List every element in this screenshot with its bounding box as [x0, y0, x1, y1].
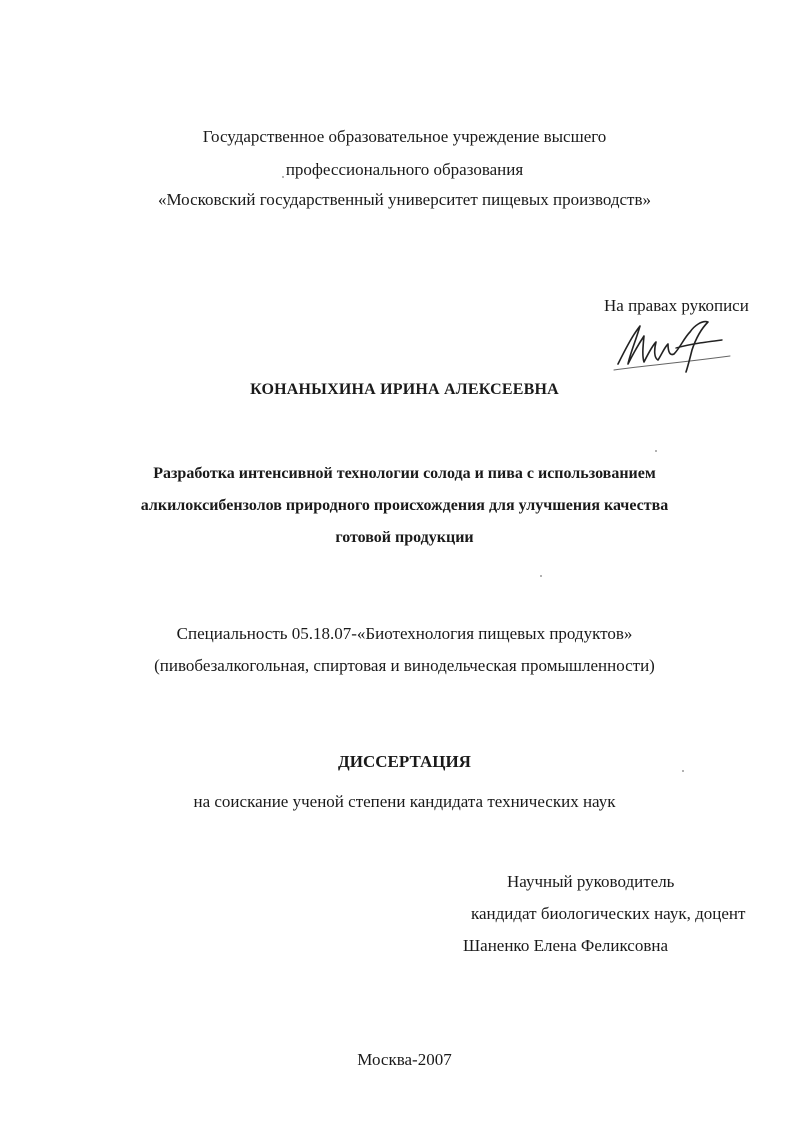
- specialty-line-2: (пивобезалкогольная, спиртовая и винодельческая промышленности): [154, 656, 655, 675]
- scan-speck: [682, 770, 684, 772]
- thesis-title-line-1: Разработка интенсивной технологии солода и пива с использованием: [153, 465, 656, 482]
- institution-line-2: профессионального образования: [285, 160, 524, 179]
- scan-speck: [655, 450, 657, 452]
- institution-line-3: «Московский государственный университет пищевых производств»: [157, 190, 652, 209]
- scan-speck: [282, 176, 284, 178]
- handwritten-signature: [610, 312, 740, 374]
- dissertation-heading: ДИССЕРТАЦИЯ: [338, 752, 471, 771]
- thesis-title-line-2: алкилоксибензолов природного происхождения для улучшения качества: [140, 497, 669, 514]
- supervisor-name: Шаненко Елена Феликсовна: [463, 936, 668, 955]
- dissertation-subtitle: на соискание ученой степени кандидата технических наук: [193, 792, 616, 811]
- rights-notice: На правах рукописи: [604, 296, 749, 315]
- city-year: Москва-2007: [357, 1050, 452, 1069]
- supervisor-role: Научный руководитель: [507, 872, 675, 891]
- thesis-title-line-3: готовой продукции: [335, 529, 474, 546]
- author-name: КОНАНЫХИНА ИРИНА АЛЕКСЕЕВНА: [250, 381, 559, 398]
- scan-speck: [540, 575, 542, 577]
- institution-line-1: Государственное образовательное учреждение высшего: [202, 127, 607, 146]
- supervisor-degree: кандидат биологических наук, доцент: [471, 904, 746, 923]
- specialty-line-1: Специальность 05.18.07-«Биотехнология пищевых продуктов»: [176, 624, 633, 643]
